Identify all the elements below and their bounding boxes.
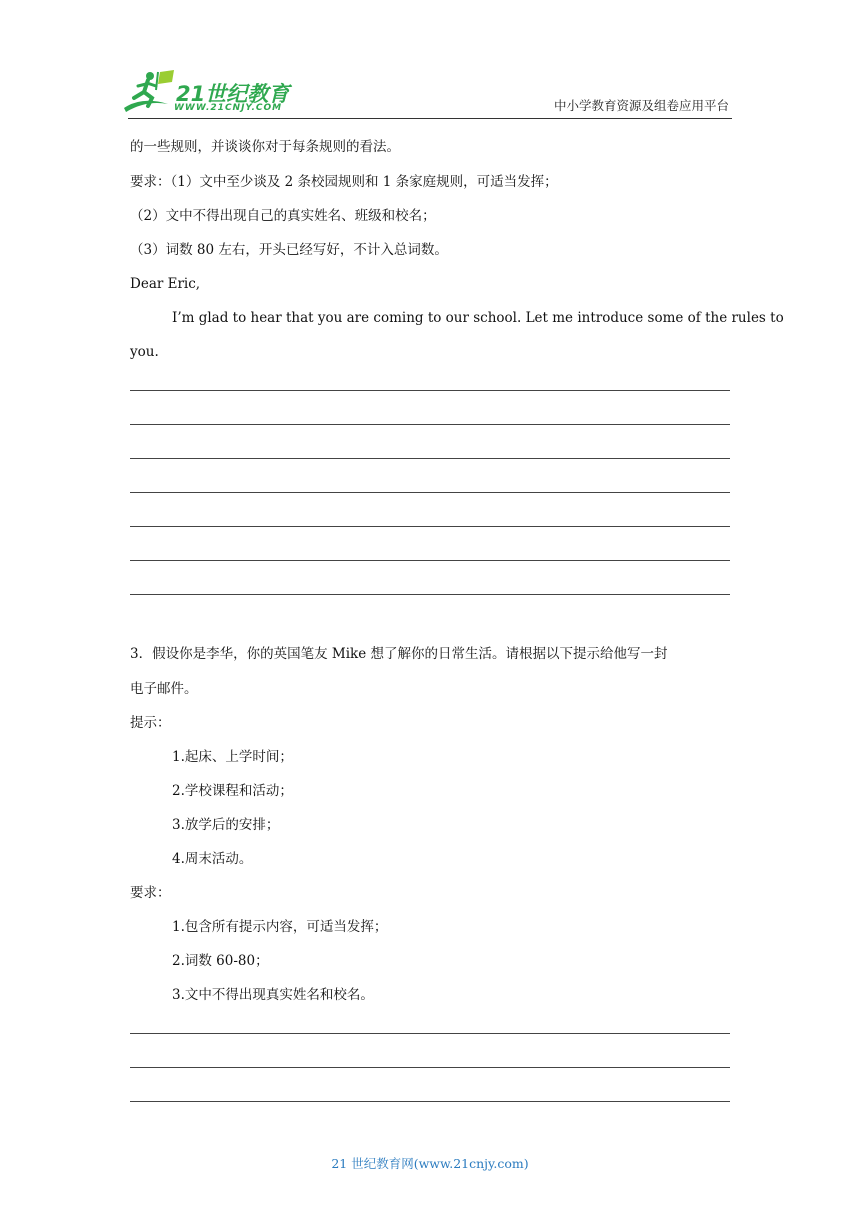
logo-wordmark: 21世纪教育 xyxy=(176,82,290,106)
letter-opening-line: I’m glad to hear that you are coming to our school. Let me introduce some of the rules to xyxy=(172,310,784,326)
page-header xyxy=(0,0,860,120)
hint-item: 1.起床、上学时间； xyxy=(172,749,293,765)
answer-line[interactable] xyxy=(130,594,730,595)
requirement-item: 3.文中不得出现真实姓名和校名。 xyxy=(172,987,374,1003)
requirements-line: 要求：（1）文中至少谈及 2 条校园规则和 1 条家庭规则，可适当发挥； xyxy=(130,174,558,190)
question-3-line: 电子邮件。 xyxy=(130,681,198,697)
requirement-item: 1.包含所有提示内容，可适当发挥； xyxy=(172,919,388,935)
hints-label: 提示： xyxy=(130,715,171,731)
letter-opening-line: you. xyxy=(130,344,159,360)
requirements-label: 要求： xyxy=(130,885,171,901)
answer-line[interactable] xyxy=(130,1067,730,1068)
header-platform-text: 中小学教育资源及组卷应用平台 xyxy=(553,98,729,113)
answer-line[interactable] xyxy=(130,526,730,527)
paragraph-line: 的一些规则，并谈谈你对于每条规则的看法。 xyxy=(130,139,400,155)
header-divider xyxy=(128,118,732,119)
answer-line[interactable] xyxy=(130,492,730,493)
requirement-item: 2.词数 60-80； xyxy=(172,953,269,969)
answer-line[interactable] xyxy=(130,390,730,391)
answer-line[interactable] xyxy=(130,458,730,459)
requirements-line: （2）文中不得出现自己的真实姓名、班级和校名； xyxy=(130,208,436,224)
requirements-line: （3）词数 80 左右，开头已经写好，不计入总词数。 xyxy=(130,242,448,258)
letter-salutation: Dear Eric, xyxy=(130,276,201,292)
hint-item: 2.学校课程和活动； xyxy=(172,783,293,799)
runner-logo-icon xyxy=(122,68,178,114)
answer-line[interactable] xyxy=(130,1101,730,1102)
logo-url: WWW.21CNJY.COM xyxy=(174,103,283,113)
answer-line[interactable] xyxy=(130,1033,730,1034)
answer-line[interactable] xyxy=(130,560,730,561)
page-footer: 21 世纪教育网(www.21cnjy.com) xyxy=(331,1156,529,1171)
logo xyxy=(122,68,292,118)
question-3-line: 3．假设你是李华，你的英国笔友 Mike 想了解你的日常生活。请根据以下提示给他写一封 xyxy=(130,646,668,662)
hint-item: 3.放学后的安排； xyxy=(172,817,280,833)
answer-line[interactable] xyxy=(130,424,730,425)
hint-item: 4.周末活动。 xyxy=(172,851,253,867)
